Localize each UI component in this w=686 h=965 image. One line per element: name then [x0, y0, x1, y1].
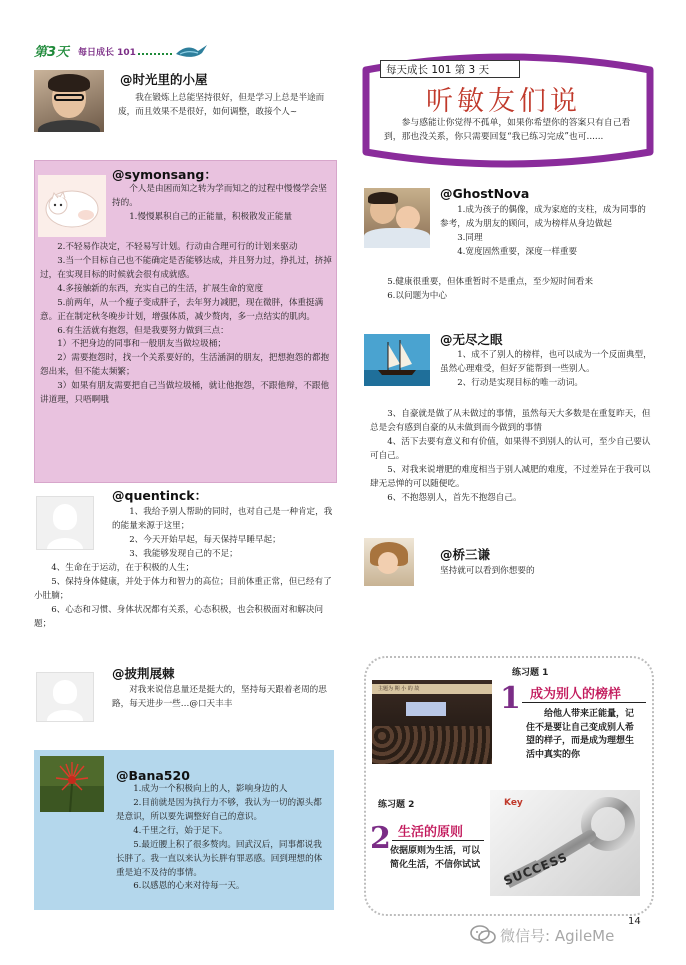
avatar: [364, 188, 430, 248]
avatar: [364, 538, 414, 586]
post-line: 4.多接触新的东西，充实自己的生活，扩展生命的宽度: [57, 283, 264, 294]
exercise-2-label: 练习题 2: [378, 800, 415, 810]
post-line: 3、我能够发现自己的不足；: [129, 548, 238, 559]
watermark: 微信号: AgileMe: [500, 927, 615, 945]
post-author: @桥三谦: [440, 547, 491, 562]
post-body: [112, 183, 330, 225]
post-line: 5、保持身体健康，并处于体力和智力的高位；目前体重正常，但已经有了小肚腩；: [34, 576, 332, 601]
post-line: 3、自豪就是做了从未做过的事情，虽然每天大多数是在重复昨天，但总是会有感到自豪的从未做到而今做到的事情: [370, 409, 651, 433]
swallow-icon: [174, 42, 208, 60]
post-line: 4.宽度固然重要，深度一样重要: [457, 246, 578, 257]
exercise-1-text: 给他人带来正能量，记住不是要让自己变成别人希望的样子，而是成为理想生活中真实的你: [526, 709, 635, 760]
post-line: 6.以感恩的心来对待每一天。: [133, 881, 245, 892]
post-line: 6.以问题为中心: [387, 290, 447, 301]
post-line: 6、不抱怨别人，首先不抱怨自己。: [387, 492, 522, 503]
wechat-icon: [470, 924, 496, 946]
post-body: [116, 783, 330, 894]
post-line: 2.目前就是因为执行力不够，我认为一切的源头都是意识，所以要先调整好自己的意识。: [116, 797, 322, 822]
exercise-2-number: 2: [370, 821, 391, 856]
ship-icon: [364, 334, 430, 386]
post-line: 1.慢慢累积自己的正能量，积极散发正能量: [129, 211, 293, 222]
post-body: [440, 349, 652, 391]
post-line: 2.不轻易作决定，不轻易写计划。行动由合理可行的计划来驱动: [57, 242, 298, 252]
post-line: 3）如果有朋友需要把自己当做垃圾桶，就让他抱怨，不跟他辩，不跟他讲道理，只唔啊哦: [40, 381, 330, 406]
panel-title: 听敏友们说: [426, 86, 581, 117]
post-line: 3.当一个目标自己也不能确定是否能够达成，并且努力过，挣扎过，挤掉过，在实现目标的时候就会很有成就感。: [40, 255, 332, 280]
post-line: 个人是由困而知之转为学而知之的过程中慢慢学会坚持的。: [112, 184, 327, 208]
user-placeholder-icon: [36, 672, 94, 722]
exercise-2-body: [390, 845, 486, 872]
panel-subtitle: 每天成长 101 第 3 天: [386, 64, 490, 76]
post-author: @GhostNova: [440, 186, 530, 201]
post-line: 1、成不了别人的榜样，也可以成为一个反面典型，虽然心理难受，但好歹能帮到一些别人。: [440, 350, 652, 374]
post-line: 2、行动是实现目标的唯一动词。: [457, 377, 583, 388]
post-line: 5.前两年，从一个瘦子变成胖子，去年努力减肥，现在微胖，体重挺满意。正在制定秋冬晚步计划，增强体质，减少赘肉，多一点结实的肌肉。: [40, 297, 324, 322]
exercise-1-label: 练习题 1: [512, 668, 549, 678]
post-author: @时光里的小屋: [120, 72, 208, 87]
header-dots: [138, 53, 172, 55]
post-line: 2、今天开始早起，每天保持早睡早起；: [129, 534, 281, 545]
exercise-2-title: 生活的原则: [398, 825, 464, 840]
exercise-1-rule: [522, 702, 646, 703]
exercise-1-body: [526, 708, 642, 762]
key-word: SUCCESS: [501, 849, 570, 889]
post-line: 1.成为一个积极向上的人，影响身边的人: [133, 784, 288, 794]
page-number: 14: [628, 916, 641, 927]
post-line: 5.健康很重要，但体重暂时不是重点，至少短时间看来: [387, 277, 594, 287]
cat-avatar: [38, 175, 106, 237]
key-brand: Key: [504, 798, 523, 808]
series-label: 每日成长 101: [78, 48, 136, 58]
photo-caption: 主题为 期 小 的 故: [378, 686, 420, 692]
post-author: @symonsang：: [112, 167, 217, 182]
post-body: [40, 241, 332, 408]
post-body: [440, 565, 650, 579]
exercise-1-number: 1: [500, 681, 521, 716]
post-body: [112, 506, 334, 562]
post-line: 对我来说信息量还是挺大的，坚持每天跟着老周的思路，每天进步一些…@口天丰丰: [112, 685, 327, 709]
post-body: [370, 408, 652, 505]
panel-intro-text: 参与感能让你觉得不孤单，如果你希望你的答案只有自己看到，那也没关系，你只需要回复“我已练习完成”也可......: [384, 118, 631, 143]
post-author: @quentinck：: [112, 488, 208, 503]
post-line: 3.同理: [457, 232, 483, 243]
post-line: 坚持就可以看到你想要的: [440, 566, 535, 576]
post-line: 1）不把身边的同事和一般朋友当做垃圾桶；: [57, 339, 226, 350]
post-body: [112, 684, 332, 712]
post-line: 1、我给予别人帮助的同时，也对自己是一种肯定，我的能量来源于这里；: [112, 507, 333, 531]
post-line: 我在锻炼上总能坚持很好，但是学习上总是半途而废，而且效果不是很好，如何调整，敢接个人~: [118, 93, 325, 117]
user-placeholder-icon: [36, 496, 94, 550]
post-body: [440, 204, 650, 260]
post-author: @无尽之眼: [440, 332, 503, 347]
post-body: [118, 92, 338, 120]
day-label: 第3天: [34, 45, 70, 60]
post-body: [370, 276, 652, 304]
post-line: 6.有生活就有抱怨，但是我要努力做到三点：: [57, 325, 229, 336]
post-line: 5、对我来说增肥的难度相当于别人减肥的难度，不过差异在于我可以肆无忌惮的可以随便吃。: [370, 464, 651, 489]
post-line: 2）需要抱怨时，找一个关系要好的，生活涵洞的朋友，把想抱怨的都抱怨出来，但不能太频繁；: [40, 353, 330, 378]
avatar: [34, 70, 104, 132]
post-line: 4.千里之行，始于足下。: [133, 825, 228, 836]
post-line: 6、心态和习惯、身体状况都有关系，心态积极，也会积极面对和解决问题；: [34, 604, 324, 629]
post-line: 5.最近腰上积了很多赘肉。回武汉后，同事都说我长胖了。我一直以来认为长胖有罪恶感。回到理想的体重是迫不及待的事情。: [116, 839, 323, 878]
exercise-1-title: 成为别人的榜样: [530, 687, 622, 702]
post-author: @披荆展棘: [112, 666, 175, 681]
post-line: 4、生命在于运动，在于积极的人生；: [51, 563, 195, 573]
post-body: [34, 562, 334, 632]
post-line: 1.成为孩子的偶像，成为家庭的支柱，成为同事的参考，成为朋友的顾问，成为榜样从身边做起: [440, 205, 646, 229]
key-image: [490, 790, 640, 896]
panel-intro: [384, 116, 638, 145]
post-author: @Bana520: [116, 768, 190, 783]
exercise-1-photo: [372, 680, 492, 764]
exercise-2-rule: [392, 840, 484, 841]
exercise-2-text: 依据原则为生活，可以简化生活，不信你试试: [390, 846, 481, 870]
flower-icon: [40, 756, 104, 812]
post-line: 4、活下去要有意义和有价值，如果得不到别人的认可，至少自己要认可自己。: [370, 436, 651, 461]
